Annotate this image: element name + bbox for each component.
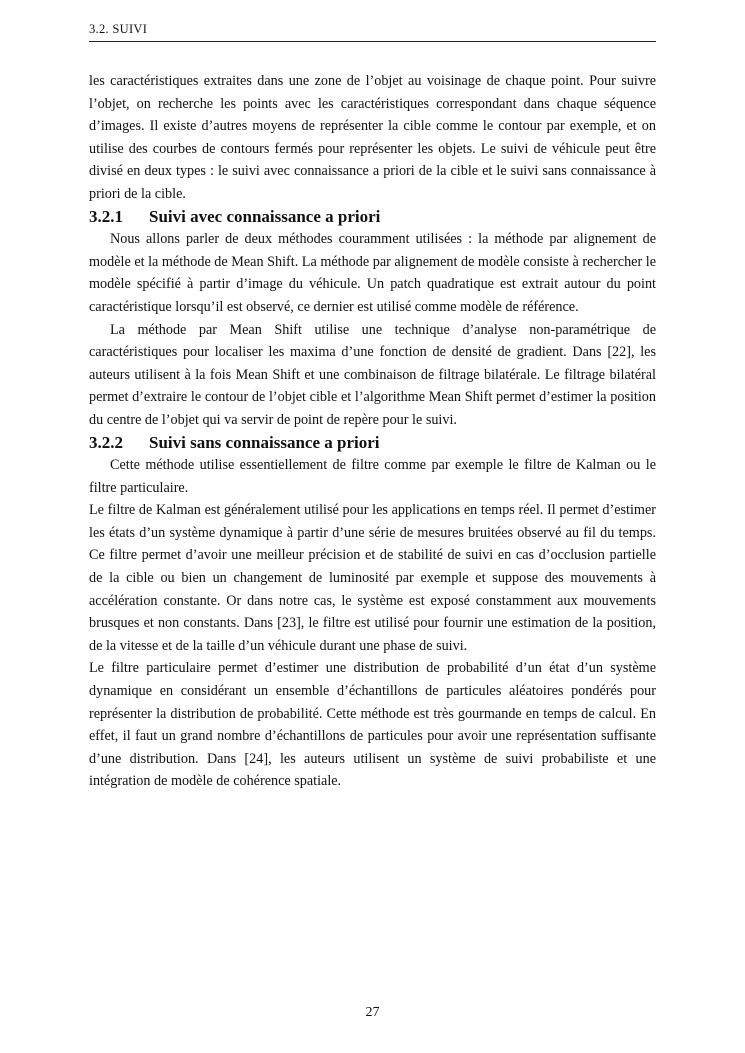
section-title: Suivi sans connaissance a priori [149, 432, 380, 452]
section-heading-3-2-2 [89, 432, 656, 455]
page-number: 27 [365, 1005, 380, 1020]
body-paragraph: La méthode par Mean Shift utilise une technique d’analyse non-paramétrique de caractéristiques pour localiser les maxima d’une fonction de densité de gradient. Dans [22], les auteurs utilisent à la fois Mean Shift et une combinaison de filtrage bilatérale. Le filtrage bilatéral permet d’extraire le contour de l’objet cible et l’algorithme Mean Shift permet d’estimer la position du centre de l’objet qui va servir de point de repère pour le suivi. [89, 321, 656, 428]
body-paragraph: Cette méthode utilise essentiellement de filtre comme par exemple le filtre de Kalman ou le filtre particulaire. [89, 457, 656, 496]
section-number: 3.2.2 [89, 432, 123, 452]
body-paragraph: Le filtre particulaire permet d’estimer une distribution de probabilité d’un état d’un système dynamique en considérant un ensemble d’échantillons de particules aléatoires pondérés pour représenter la distribution de probabilité. Cette méthode est très gourmande en temps de calcul. En effet, il faut un grand nombre d’échantillons de particules pour avoir une représentation suffisante d’une distribution. Dans [24], les auteurs utilisent un système de suivi probabiliste et une intégration de modèle de cohérence spatiale. [89, 660, 656, 790]
section-heading-3-2-1 [89, 206, 656, 229]
intro-paragraph: les caractéristiques extraites dans une zone de l’objet au voisinage de chaque point. Pour suivre l’objet, on recherche les points avec les caractéristiques correspondant dans chaque séquence d’images. Il existe d’autres moyens de représenter la cible comme le contour par exemple, et on utilise des courbes de contours fermés pour représenter les objets. Le suivi de véhicule peut être divisé en deux types : le suivi avec connaissance a priori de la cible et le suivi sans connaissance à priori de la cible. [89, 73, 656, 202]
running-title: 3.2. SUIVI [89, 22, 148, 36]
section-title: Suivi avec connaissance a priori [149, 206, 381, 226]
running-header [89, 22, 656, 42]
body-paragraph: Nous allons parler de deux méthodes couramment utilisées : la méthode par alignement de modèle et la méthode de Mean Shift. La méthode par alignement de modèle consiste à rechercher le modèle spécifié à partir d’image du véhicule. Un patch quadratique est extrait autour du point caractéristique lorsqu’il est observé, ce dernier est utilisé comme modèle de référence. [89, 231, 656, 315]
section-number: 3.2.1 [89, 206, 123, 226]
body-paragraph: Le filtre de Kalman est généralement utilisé pour les applications en temps réel. Il permet d’estimer les états d’un système dynamique à partir d’une série de mesures bruitées observé au fil du temps. Ce filtre permet d’avoir une meilleur précision et de stabilité de suivi en cas d’occlusion partielle de la cible ou bien un changement de luminosité par exemple et suppose des mouvements à accélération constante. Or dans notre cas, le système est exposé constamment aux mouvements brusques et non constants. Dans [23], le filtre est utilisé pour fournir une estimation de la position, de la vitesse et de la taille d’un véhicule durant une phase de suivi. [89, 502, 656, 654]
page-body [89, 70, 656, 793]
